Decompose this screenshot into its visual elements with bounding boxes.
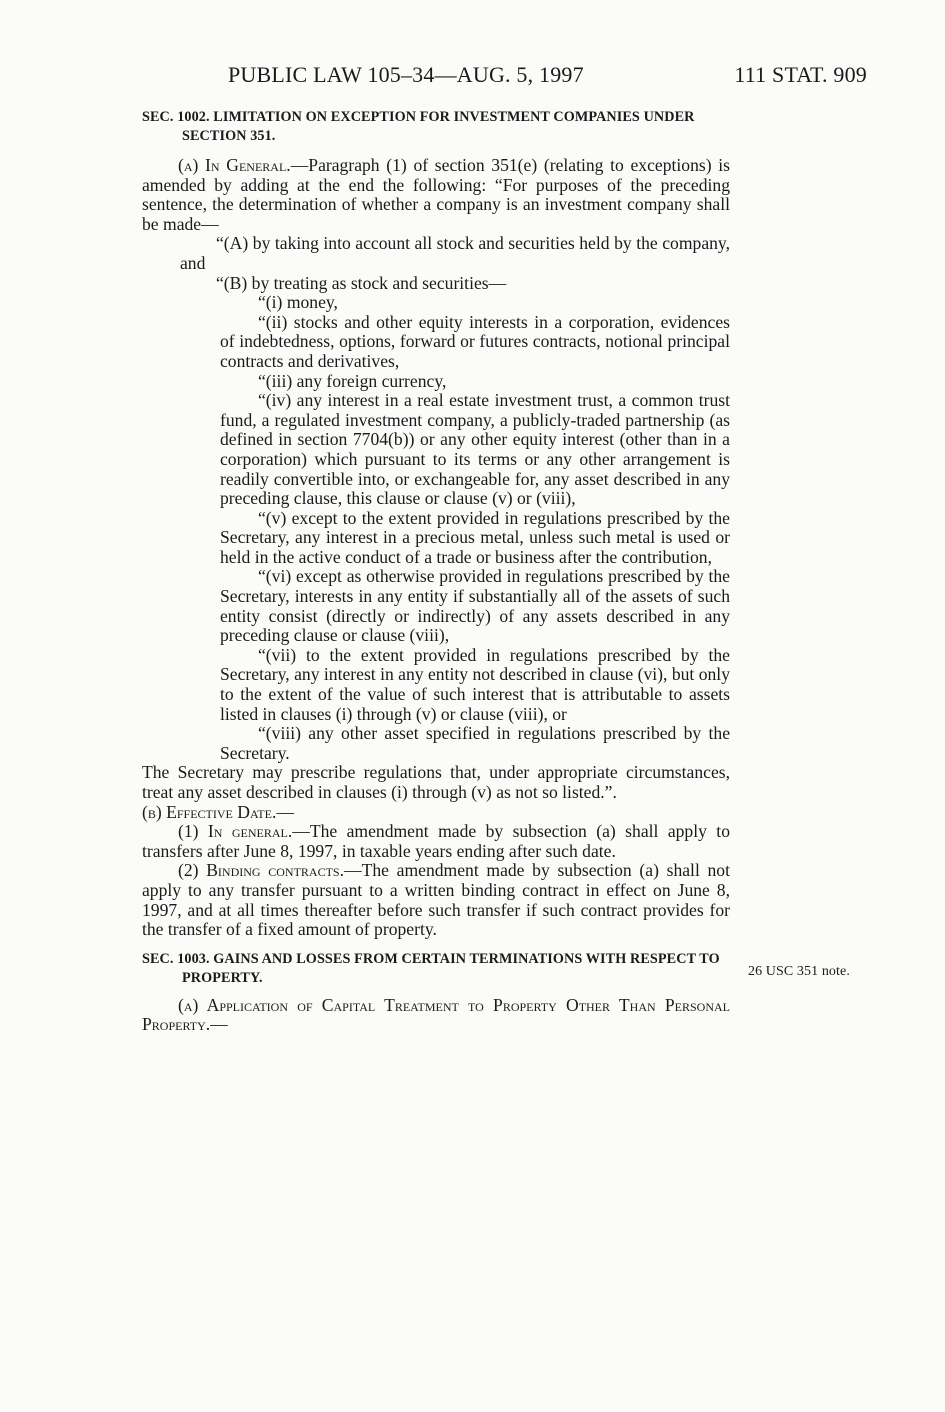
- section-heading-1002: SEC. 1002. LIMITATION ON EXCEPTION FOR INVESTMENT COMPANIES UNDER SECTION 351.: [142, 109, 695, 144]
- document-body: [142, 108, 730, 1035]
- clause-vii: “(vii) to the extent provided in regulations prescribed by the Secretary, any interest in any entity not described in clause (vi), but only to the extent of the value of such interest that is attributable to assets listed in clauses (i) through (v) or clause (viii), or: [220, 644, 730, 724]
- paragraph-a: [142, 156, 730, 234]
- clause-iv: “(iv) any interest in a real estate investment trust, a common trust fund, a regulated investment company, a publicly-traded partnership (as defined in section 7704(b)) or any other equity interest (other than in a corporation) which pursuant to its terms or any other arrangement is readily convertible into, or exchangeable for, any asset described in any preceding clause, this clause or clause (v) or (viii),: [220, 390, 730, 509]
- section-heading-1003: SEC. 1003. GAINS AND LOSSES FROM CERTAIN TERMINATIONS WITH RESPECT TO PROPERTY.: [142, 950, 720, 986]
- paragraph-1003-a: [142, 996, 730, 1035]
- closing-paragraph: The Secretary may prescribe regulations that, under appropriate circumstances, treat any asset described in clauses (i) through (v) as not so listed.”.: [142, 762, 730, 802]
- running-header: PUBLIC LAW 105–34—AUG. 5, 1997: [228, 62, 584, 87]
- paragraph-a-label: (a) In General.: [178, 155, 291, 175]
- paragraph-b2-label: (2) Binding contracts.: [178, 860, 345, 881]
- clause-i: “(i) money,: [258, 292, 338, 313]
- margin-note: 26 USC 351 note.: [748, 964, 850, 979]
- paragraph-a-text: —Paragraph (1) of section 351(e) (relating to exceptions) is amended by adding at the end the following: “For purposes of the preceding sentence, the determination of whether a company is an investment company shall be made—: [142, 155, 730, 234]
- paragraph-b2-text: —The amendment made by subsection (a) shall not apply to any transfer pursuant to a written binding contract in effect on June 8, 1997, and at all times thereafter before such transfer if such contract provides for the transfer of a fixed amount of property.: [142, 860, 730, 940]
- page-number: 111 STAT. 909: [734, 62, 867, 87]
- paragraph-b1-label: (1) In general.: [178, 821, 293, 842]
- paragraph-1003-a-dash: —: [210, 1014, 228, 1035]
- clause-v: “(v) except to the extent provided in regulations prescribed by the Secretary, any interest in a precious metal, unless such metal is used or held in the active conduct of a trade or business after the contribution,: [220, 507, 730, 567]
- clause-ii: “(ii) stocks and other equity interests in a corporation, evidences of indebtedness, options, forward or futures contracts, notional principal contracts and derivatives,: [220, 311, 730, 371]
- paragraph-b1: [142, 822, 730, 861]
- clause-vi: “(vi) except as otherwise provided in regulations prescribed by the Secretary, interests in any entity if substantially all of the assets of such entity consist (directly or indirectly) of any assets described in any preceding clause or clause (viii),: [220, 566, 730, 646]
- paragraph-b1-text: —The amendment made by subsection (a) shall apply to transfers after June 8, 1997, in taxable years ending after such date.: [142, 821, 730, 861]
- paragraph-b-label: (b) Effective Date.: [142, 801, 277, 822]
- subparagraph-A: “(A) by taking into account all stock and securities held by the company, and: [180, 233, 730, 273]
- paragraph-b-dash: —: [276, 801, 294, 822]
- subparagraph-B: “(B) by treating as stock and securities—: [216, 272, 507, 293]
- paragraph-b: [142, 803, 730, 823]
- paragraph-b2: [142, 861, 730, 939]
- clause-viii: “(viii) any other asset specified in regulations prescribed by the Secretary.: [220, 723, 730, 763]
- clause-iii: “(iii) any foreign currency,: [258, 370, 447, 391]
- paragraph-1003-a-label: (a) Application of Capital Treatment to Property Other Than Personal Property.: [142, 994, 730, 1035]
